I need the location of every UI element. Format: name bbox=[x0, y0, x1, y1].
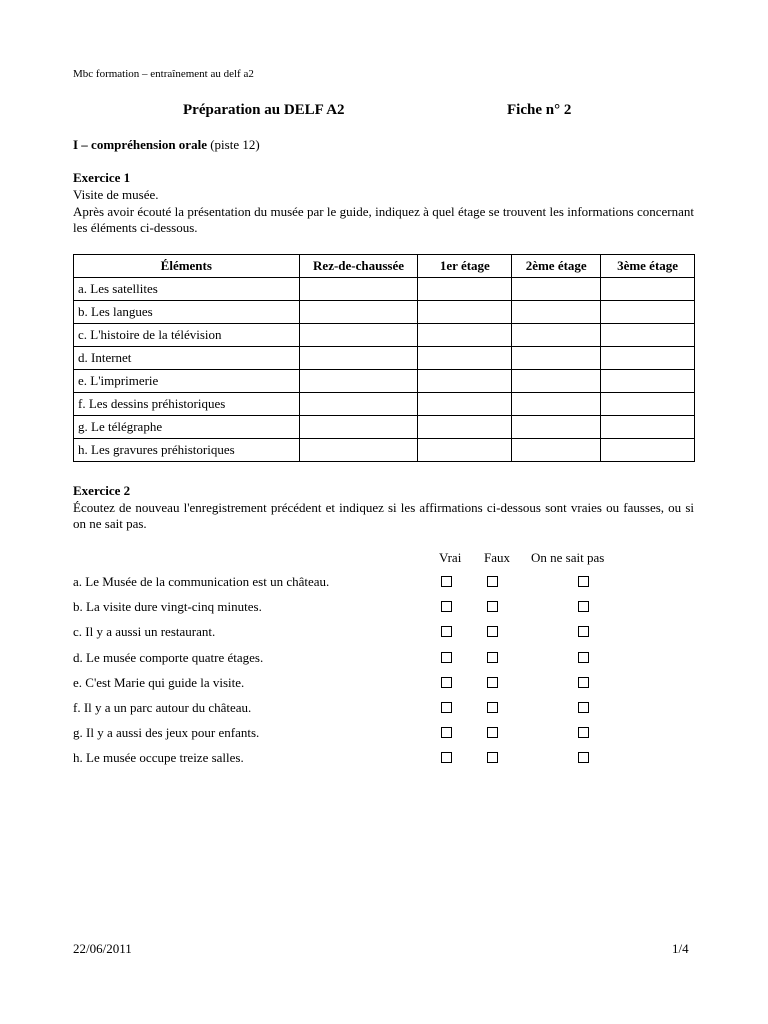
statement: c. Il y a aussi un restaurant. bbox=[73, 624, 216, 639]
answer-cell[interactable] bbox=[418, 324, 512, 347]
element-label: c. L'histoire de la télévision bbox=[74, 324, 300, 347]
floor-table bbox=[73, 254, 695, 462]
answer-cell[interactable] bbox=[512, 416, 601, 439]
answer-cell[interactable] bbox=[418, 347, 512, 370]
answer-cell[interactable] bbox=[601, 324, 695, 347]
exercise1-title: Exercice 1 bbox=[73, 170, 131, 185]
element-label: a. Les satellites bbox=[74, 278, 300, 301]
checkbox-faux[interactable] bbox=[487, 677, 498, 688]
answer-cell[interactable] bbox=[418, 416, 512, 439]
table-header-row bbox=[74, 255, 695, 278]
table-row bbox=[74, 301, 695, 324]
fiche-number: Fiche n° 2 bbox=[507, 102, 572, 118]
checkbox-unknown[interactable] bbox=[578, 752, 589, 763]
answer-cell[interactable] bbox=[418, 301, 512, 324]
exercise2-title: Exercice 2 bbox=[73, 483, 131, 498]
exercise1-subtitle: Visite de musée. bbox=[73, 187, 159, 202]
table-row bbox=[74, 347, 695, 370]
header-unknown: On ne sait pas bbox=[531, 550, 605, 565]
col-header: Rez-de-chaussée bbox=[299, 255, 418, 278]
checkbox-vrai[interactable] bbox=[441, 601, 452, 612]
exercise1-instruction: Après avoir écouté la présentation du musée par le guide, indiquez à quel étage se trouvent les informations concernant les éléments ci-dessous. bbox=[73, 204, 694, 235]
header-faux: Faux bbox=[484, 550, 510, 565]
statement: b. La visite dure vingt-cinq minutes. bbox=[73, 599, 262, 614]
answer-cell[interactable] bbox=[601, 347, 695, 370]
section-heading bbox=[73, 137, 260, 153]
table-row bbox=[74, 439, 695, 462]
checkbox-faux[interactable] bbox=[487, 576, 498, 587]
checkbox-vrai[interactable] bbox=[441, 652, 452, 663]
element-label: b. Les langues bbox=[74, 301, 300, 324]
table-row bbox=[74, 278, 695, 301]
answer-cell[interactable] bbox=[299, 370, 418, 393]
answer-cell[interactable] bbox=[512, 439, 601, 462]
footer-page-number: 1/4 bbox=[672, 941, 689, 956]
answer-cell[interactable] bbox=[601, 278, 695, 301]
answer-cell[interactable] bbox=[299, 301, 418, 324]
answer-cell[interactable] bbox=[512, 278, 601, 301]
answer-cell[interactable] bbox=[299, 324, 418, 347]
exercise2-instruction: Écoutez de nouveau l'enregistrement précédent et indiquez si les affirmations ci-dessous sont vraies ou fausses, ou si on ne sait pas. bbox=[73, 500, 694, 531]
element-label: h. Les gravures préhistoriques bbox=[74, 439, 300, 462]
checkbox-unknown[interactable] bbox=[578, 727, 589, 738]
checkbox-unknown[interactable] bbox=[578, 677, 589, 688]
checkbox-vrai[interactable] bbox=[441, 702, 452, 713]
checkbox-faux[interactable] bbox=[487, 626, 498, 637]
checkbox-unknown[interactable] bbox=[578, 626, 589, 637]
checkbox-vrai[interactable] bbox=[441, 576, 452, 587]
col-header: 2ème étage bbox=[512, 255, 601, 278]
answer-cell[interactable] bbox=[418, 370, 512, 393]
page-title: Préparation au DELF A2 bbox=[183, 102, 345, 118]
section-track: (piste 12) bbox=[210, 137, 260, 152]
statement: f. Il y a un parc autour du château. bbox=[73, 700, 252, 715]
answer-cell[interactable] bbox=[512, 347, 601, 370]
statement: h. Le musée occupe treize salles. bbox=[73, 750, 244, 765]
checkbox-vrai[interactable] bbox=[441, 677, 452, 688]
checkbox-vrai[interactable] bbox=[441, 626, 452, 637]
checkbox-unknown[interactable] bbox=[578, 576, 589, 587]
answer-cell[interactable] bbox=[512, 370, 601, 393]
answer-cell[interactable] bbox=[601, 370, 695, 393]
answer-cell[interactable] bbox=[299, 393, 418, 416]
checkbox-unknown[interactable] bbox=[578, 652, 589, 663]
answer-cell[interactable] bbox=[512, 393, 601, 416]
element-label: f. Les dessins préhistoriques bbox=[74, 393, 300, 416]
answer-cell[interactable] bbox=[418, 439, 512, 462]
checkbox-faux[interactable] bbox=[487, 702, 498, 713]
element-label: d. Internet bbox=[74, 347, 300, 370]
answer-cell[interactable] bbox=[418, 278, 512, 301]
checkbox-faux[interactable] bbox=[487, 652, 498, 663]
checkbox-vrai[interactable] bbox=[441, 752, 452, 763]
table-row bbox=[74, 324, 695, 347]
answer-cell[interactable] bbox=[601, 301, 695, 324]
header-vrai: Vrai bbox=[439, 550, 462, 565]
answer-cell[interactable] bbox=[299, 439, 418, 462]
checkbox-faux[interactable] bbox=[487, 727, 498, 738]
answer-cell[interactable] bbox=[299, 416, 418, 439]
checkbox-unknown[interactable] bbox=[578, 601, 589, 612]
answer-cell[interactable] bbox=[512, 324, 601, 347]
checkbox-faux[interactable] bbox=[487, 601, 498, 612]
answer-cell[interactable] bbox=[299, 278, 418, 301]
answer-cell[interactable] bbox=[418, 393, 512, 416]
answer-cell[interactable] bbox=[601, 439, 695, 462]
element-label: e. L'imprimerie bbox=[74, 370, 300, 393]
answer-cell[interactable] bbox=[299, 347, 418, 370]
col-header: Éléments bbox=[74, 255, 300, 278]
answer-cell[interactable] bbox=[512, 301, 601, 324]
table-row bbox=[74, 370, 695, 393]
table-row bbox=[74, 393, 695, 416]
checkbox-unknown[interactable] bbox=[578, 702, 589, 713]
document-header: Mbc formation – entraînement au delf a2 bbox=[73, 68, 254, 80]
col-header: 1er étage bbox=[418, 255, 512, 278]
checkbox-vrai[interactable] bbox=[441, 727, 452, 738]
footer-date: 22/06/2011 bbox=[73, 941, 132, 956]
checkbox-faux[interactable] bbox=[487, 752, 498, 763]
col-header: 3ème étage bbox=[601, 255, 695, 278]
answer-cell[interactable] bbox=[601, 393, 695, 416]
statement: g. Il y a aussi des jeux pour enfants. bbox=[73, 725, 260, 740]
statement: d. Le musée comporte quatre étages. bbox=[73, 650, 264, 665]
table-row bbox=[74, 416, 695, 439]
element-label: g. Le télégraphe bbox=[74, 416, 300, 439]
statement: a. Le Musée de la communication est un château. bbox=[73, 574, 330, 589]
statement: e. C'est Marie qui guide la visite. bbox=[73, 675, 245, 690]
section-title: I – compréhension orale bbox=[73, 137, 207, 152]
answer-cell[interactable] bbox=[601, 416, 695, 439]
